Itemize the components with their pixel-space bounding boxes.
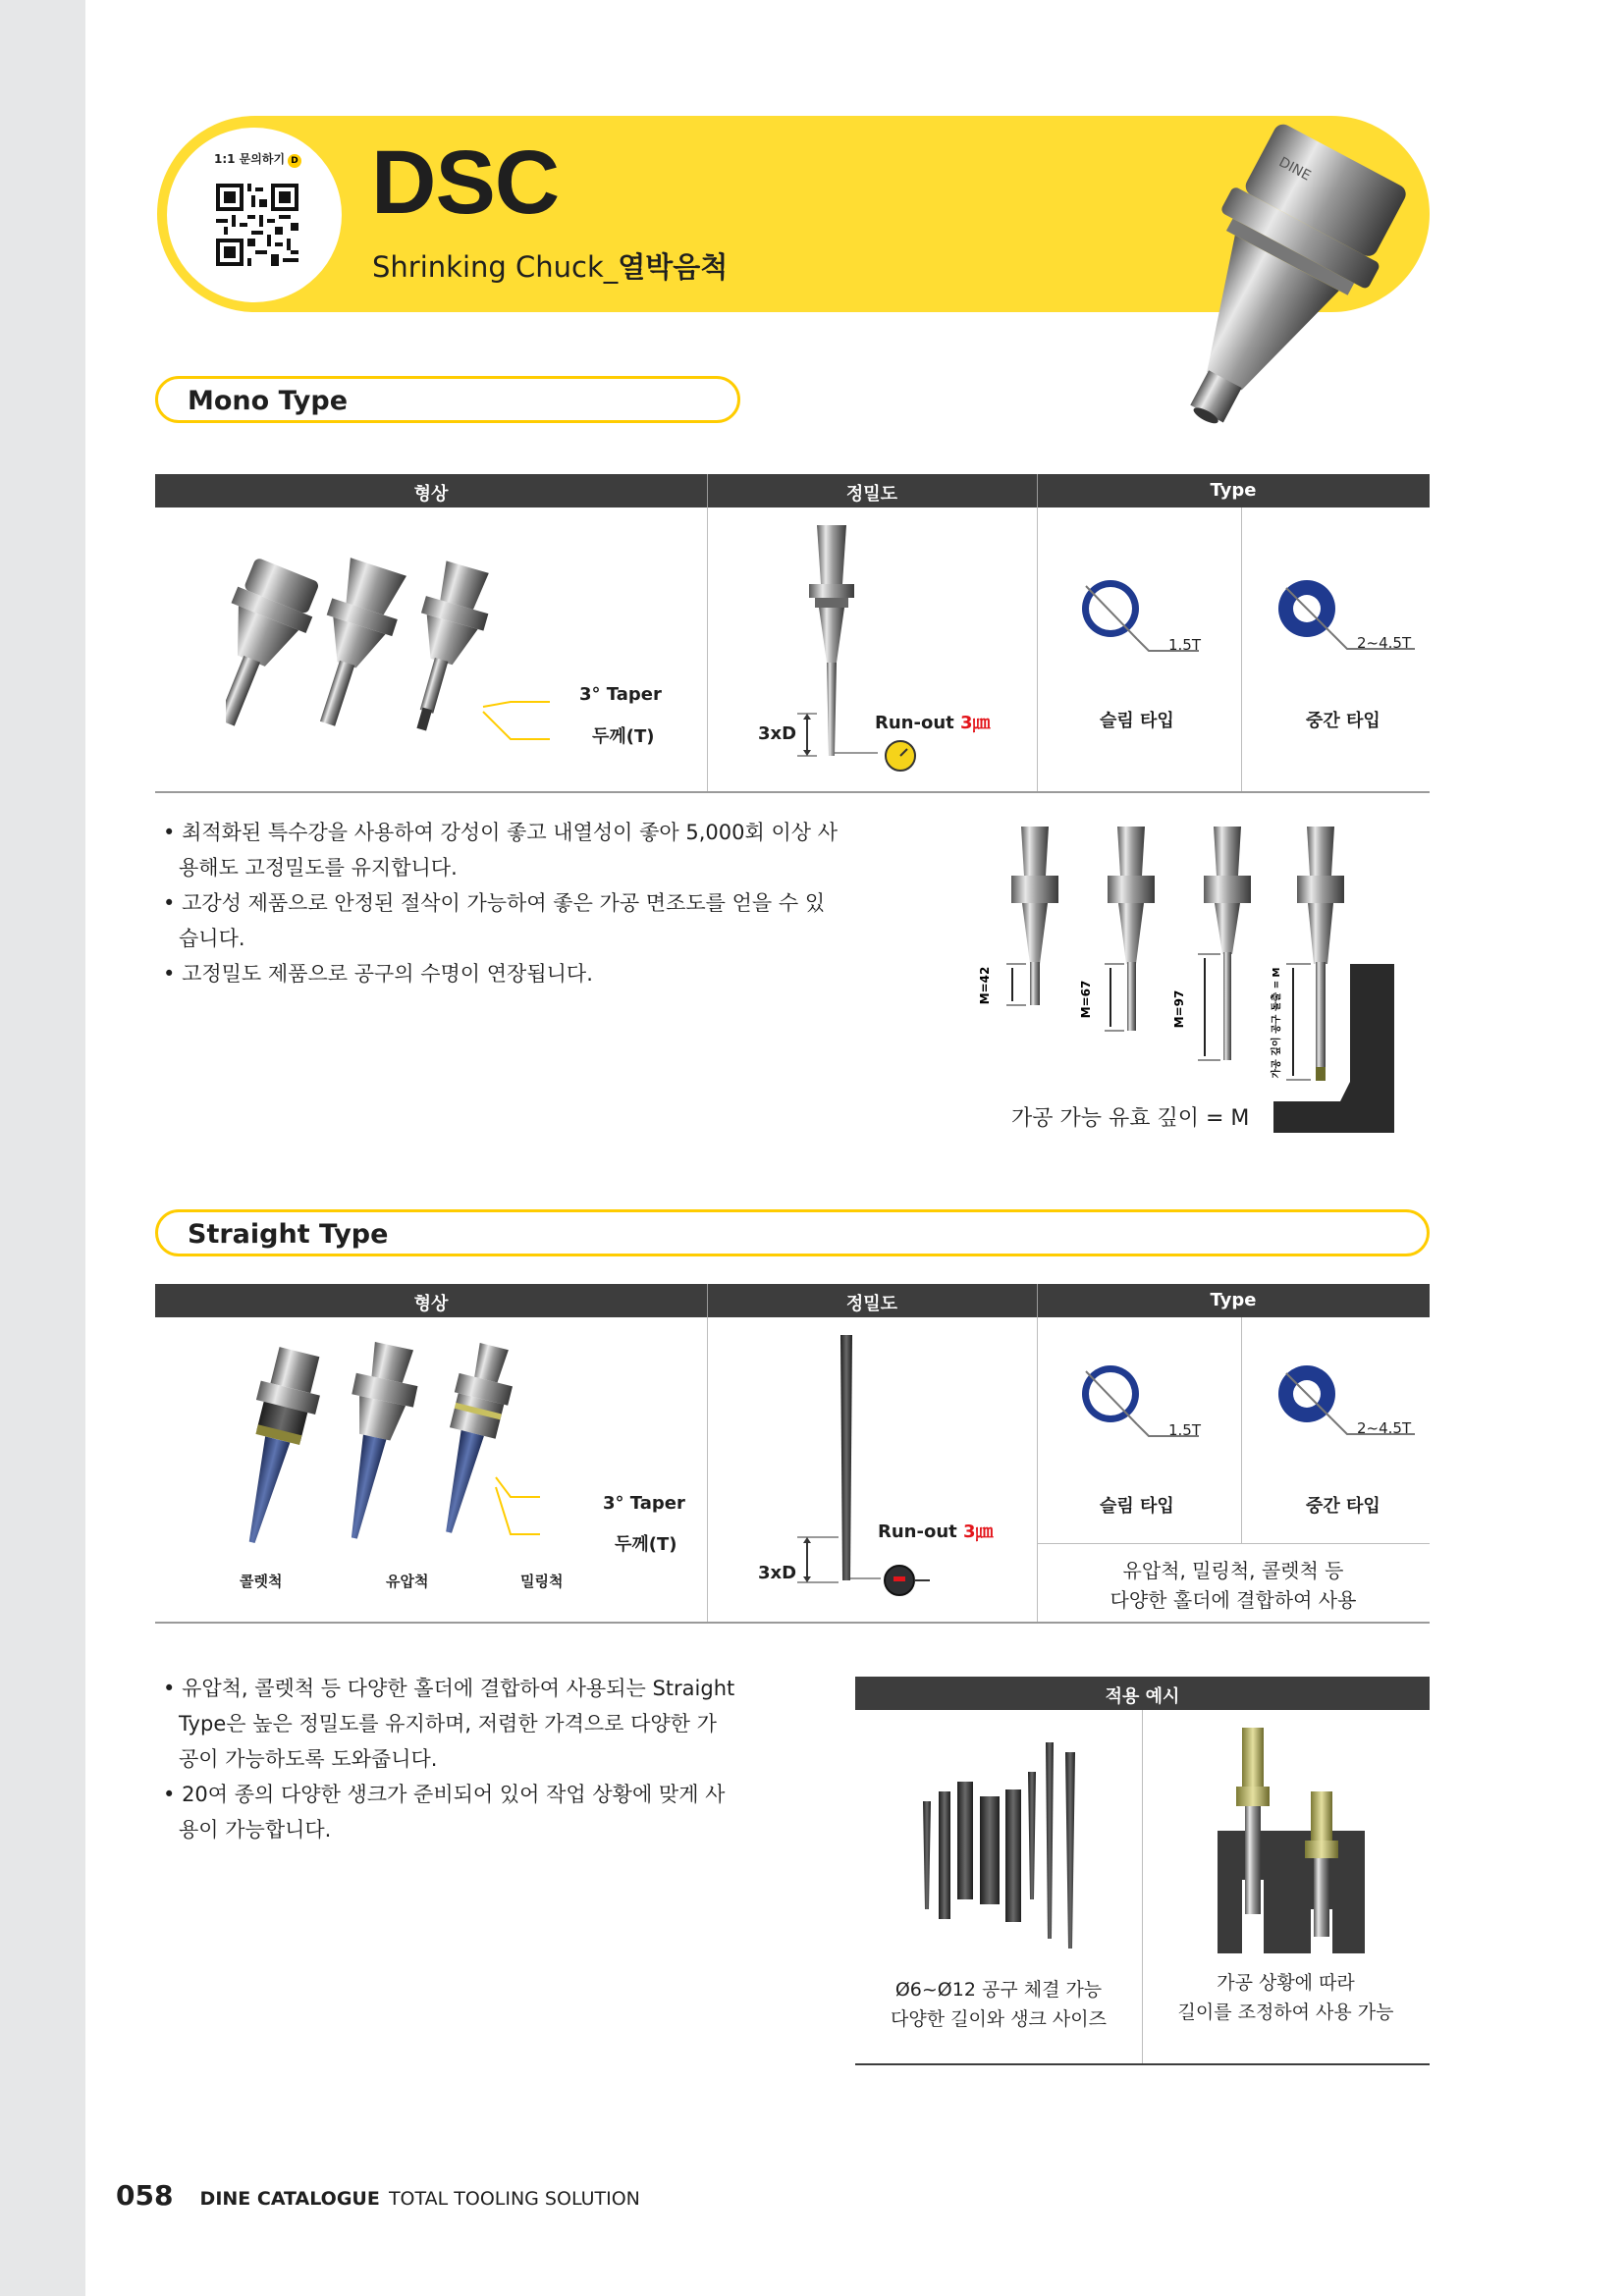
straight-thickness-label: 두께(T) (615, 1534, 677, 1555)
section-mono-type: Mono Type (155, 376, 740, 423)
list-item: • 20여 종의 다양한 생크가 준비되어 있어 작업 상황에 맞게 사용이 가능합니다. (157, 1777, 736, 1847)
collet-chuck-label: 콜렛척 (240, 1573, 283, 1590)
straight-mid-label: 중간 타입 (1306, 1496, 1380, 1517)
mono-slim-value: 1.5T (1168, 636, 1202, 654)
straight-feature-list (157, 1671, 736, 1847)
list-item: • 최적화된 특수강을 사용하여 강성이 좋고 내열성이 좋아 5,000회 이상 사용해도 고정밀도를 유지합니다. (157, 815, 844, 885)
svg-text:M=67: M=67 (1079, 980, 1093, 1019)
shank-variety-image (903, 1742, 1100, 1958)
list-item: • 고강성 제품으로 안정된 절삭이 가능하여 좋은 가공 면조도를 얻을 수 있습니다. (157, 885, 844, 956)
page-subtitle: Shrinking Chuck_열박음척 (372, 250, 729, 284)
qr-label: 1:1 문의하기 D (214, 150, 301, 168)
length-adjust-image (1213, 1723, 1370, 1953)
mono-runout: Run-out 3㎛ (875, 713, 991, 733)
hero-product-image (1080, 103, 1453, 437)
page-footer (116, 2179, 640, 2212)
mono-table-header: 형상 정밀도 Type (155, 474, 1430, 507)
example-right-caption: 가공 상황에 따라 길이를 조정하여 사용 가능 (1177, 1972, 1394, 2023)
mono-precision-diagram (797, 515, 945, 775)
hydraulic-chuck-label: 유압척 (386, 1573, 429, 1590)
mono-mid-value: 2~4.5T (1357, 634, 1412, 652)
milling-chuck-label: 밀링척 (520, 1573, 564, 1590)
mono-feature-list (157, 815, 844, 991)
straight-slim-label: 슬림 타입 (1100, 1496, 1174, 1517)
straight-holders-image (216, 1340, 540, 1566)
effective-depth-diagram (967, 817, 1399, 1133)
effective-depth-caption: 가공 가능 유효 깊이 = M (1011, 1106, 1250, 1131)
straight-table-header: 형상 정밀도 Type (155, 1284, 1430, 1317)
page-title: DSC (371, 133, 560, 233)
mono-mid-label: 중간 타입 (1306, 711, 1380, 731)
page-number: 058 (116, 2179, 174, 2212)
straight-precision-diagram (797, 1325, 945, 1600)
footer-brand: DINE CATALOGUE (199, 2188, 380, 2210)
holder-compatibility-note: 유압척, 밀링척, 콜렛척 등 다양한 홀더에 결합하여 사용 (1110, 1559, 1357, 1612)
left-margin-bar (0, 0, 85, 2296)
section-straight-type: Straight Type (155, 1209, 1430, 1256)
mono-taper-label: 3° Taper (579, 684, 662, 705)
straight-slim-value: 1.5T (1168, 1421, 1202, 1439)
svg-text:M=42: M=42 (978, 966, 992, 1005)
straight-taper-label: 3° Taper (603, 1493, 685, 1514)
chat-icon: D (288, 154, 301, 168)
list-item: • 고정밀도 제품으로 공구의 수명이 연장됩니다. (157, 956, 844, 991)
mono-holders-image (226, 555, 550, 751)
svg-text:가공 깊이 공구 돌출 = M: 가공 깊이 공구 돌출 = M (1272, 967, 1282, 1079)
straight-depth-label: 3xD (758, 1563, 797, 1583)
example-table-header: 적용 예시 (855, 1677, 1430, 1710)
list-item: • 유압척, 콜렛척 등 다양한 홀더에 결합하여 사용되는 Straight Type은 높은 정밀도를 유지하며, 저렴한 가격으로 다양한 가공이 가능하도록 도와줍니다. (157, 1671, 736, 1777)
example-left-caption: Ø6~Ø12 공구 체결 가능 다양한 길이와 생크 사이즈 (890, 1979, 1107, 2030)
straight-mid-value: 2~4.5T (1357, 1419, 1412, 1437)
qr-code-icon[interactable] (216, 184, 298, 266)
svg-text:M=97: M=97 (1172, 989, 1186, 1029)
mono-slim-label: 슬림 타입 (1100, 711, 1174, 731)
footer-tagline: TOTAL TOOLING SOLUTION (388, 2188, 640, 2210)
mono-thickness-label: 두께(T) (592, 726, 655, 747)
straight-runout: Run-out 3㎛ (878, 1522, 994, 1542)
svg-text:DINE: DINE (1275, 154, 1314, 185)
mono-depth-label: 3xD (758, 723, 797, 744)
